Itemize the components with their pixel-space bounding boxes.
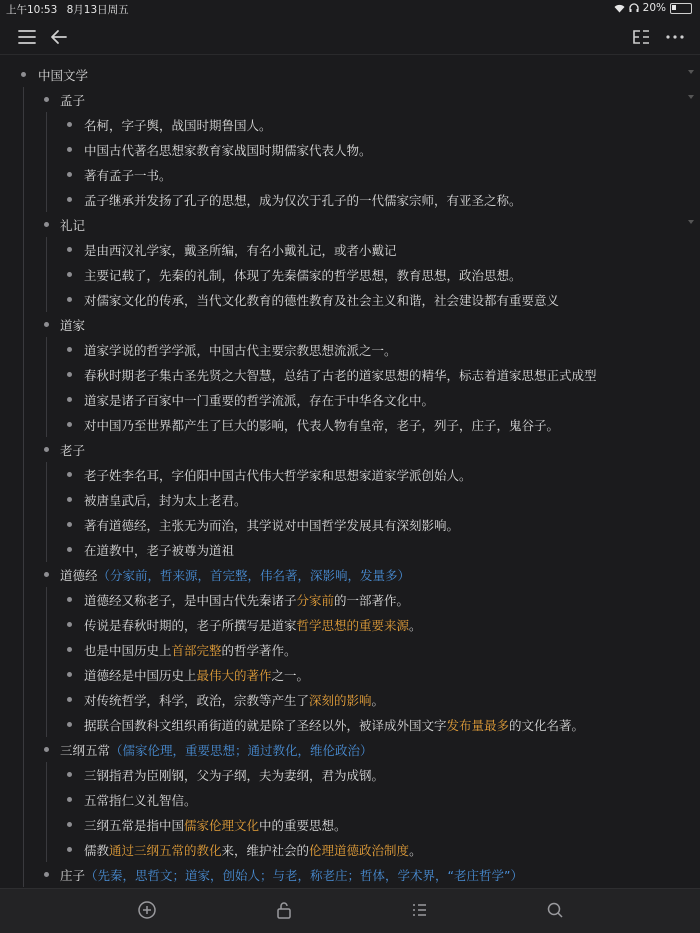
row-text <box>84 341 397 359</box>
section-title: 道家 <box>60 318 86 333</box>
item-text: 道家学说的哲学学派，中国古代主要宗教思想流派之一。 <box>84 343 397 358</box>
wifi-icon <box>614 4 625 13</box>
item-text: 据联合国教科文组织甬街道的就是除了圣经以外，被译成外国文字 <box>84 718 447 733</box>
row-text <box>84 641 297 659</box>
row-text <box>60 216 85 234</box>
outline-item[interactable] <box>0 587 700 612</box>
row-text <box>84 841 422 859</box>
outline-item[interactable] <box>0 837 700 862</box>
bullet-icon[interactable] <box>67 147 72 152</box>
bullet-icon[interactable] <box>67 822 72 827</box>
guide-line <box>46 587 47 737</box>
item-text: 传说是春秋时期的，老子所撰写是道家 <box>84 618 297 633</box>
section-title: 道德经 <box>60 568 98 583</box>
item-text: 中国古代著名思想家教育家战国时期儒家代表人物。 <box>84 143 372 158</box>
bullet-icon[interactable] <box>44 747 49 752</box>
row-text <box>84 166 172 184</box>
outline-item[interactable] <box>0 387 700 412</box>
item-text: 被唐皇武后，封为太上老君。 <box>84 493 247 508</box>
row-text <box>84 416 559 434</box>
section-note: （先秦，思哲文；道家，创始人；与老，称老庄；哲体，学术界，“老庄哲学”） <box>85 868 523 883</box>
row-text <box>84 491 247 509</box>
row-text <box>84 591 409 609</box>
outline-item[interactable] <box>0 262 700 287</box>
section-title: 老子 <box>60 443 86 458</box>
outline-item[interactable] <box>0 237 700 262</box>
bullet-icon[interactable] <box>67 772 72 777</box>
outline-item[interactable] <box>0 712 700 737</box>
item-text: 是由西汉礼学家，戴圣所编，有名小戴礼记，或者小戴记 <box>84 243 397 258</box>
bullet-icon[interactable] <box>44 97 49 102</box>
bullet-icon[interactable] <box>67 397 72 402</box>
outline-item[interactable] <box>0 812 700 837</box>
outline-item[interactable] <box>0 662 700 687</box>
bullet-icon[interactable] <box>67 622 72 627</box>
outline-root[interactable] <box>0 62 700 87</box>
collapse-caret-icon[interactable] <box>688 220 694 224</box>
bullet-icon[interactable] <box>67 847 72 852</box>
outline-item[interactable] <box>0 287 700 312</box>
item-text: 之一。 <box>271 668 310 683</box>
bullet-icon[interactable] <box>67 647 72 652</box>
item-text: 五常指仁义礼智信。 <box>84 793 197 808</box>
bullet-icon[interactable] <box>67 797 72 802</box>
item-text: 对传统哲学，科学，政治，宗教等产生了 <box>84 693 310 708</box>
outline-item[interactable] <box>0 487 700 512</box>
row-text <box>84 816 347 834</box>
item-text: 。 <box>371 693 385 708</box>
bullet-icon[interactable] <box>67 422 72 427</box>
guide-line <box>46 112 47 212</box>
bullet-icon[interactable] <box>67 597 72 602</box>
item-text: 著有孟子一书。 <box>84 168 172 183</box>
guide-line <box>46 462 47 562</box>
outline-section[interactable] <box>0 87 700 112</box>
highlight-text: 哲学思想的重要来源 <box>296 618 410 633</box>
outline-section[interactable] <box>0 312 700 337</box>
item-text: 道德经又称老子，是中国古代先秦诸子 <box>84 593 297 608</box>
section-note: （分家前，哲来源，首完整，伟名著，深影响，发量多） <box>97 568 411 583</box>
status-bar <box>0 0 700 18</box>
section-title: 庄子 <box>60 868 86 883</box>
highlight-text: 通过三纲五常的教化 <box>109 843 222 858</box>
highlight-text: 伦理道德政治制度 <box>309 843 410 858</box>
collapse-caret-icon[interactable] <box>688 70 694 74</box>
outline-item[interactable] <box>0 337 700 362</box>
item-text: 老子姓李名耳，字伯阳中国古代伟大哲学家和思想家道家学派创始人。 <box>84 468 472 483</box>
status-time: 上午10:53 <box>6 4 58 16</box>
item-text: 孟子继承并发扬了孔子的思想，成为仅次于孔子的一代儒家宗师，有亚圣之称。 <box>84 193 522 208</box>
status-date: 8月13日周五 <box>66 4 129 16</box>
outline-item[interactable] <box>0 762 700 787</box>
outline-section[interactable] <box>0 862 700 887</box>
item-text: 。 <box>409 618 422 633</box>
guide-line <box>46 337 47 437</box>
row-text <box>84 691 384 709</box>
outline-item[interactable] <box>0 362 700 387</box>
row-text <box>84 716 584 734</box>
row-text <box>84 391 434 409</box>
item-text: 春秋时期老子集古圣先贤之大智慧，总结了古老的道家思想的精华，标志着道家思想正式成型 <box>84 368 597 383</box>
highlight-text: 儒家伦理文化 <box>184 818 260 833</box>
outline-section[interactable] <box>0 437 700 462</box>
outline-section[interactable] <box>0 562 700 587</box>
bullet-icon[interactable] <box>67 247 72 252</box>
search-icon[interactable] <box>544 899 566 921</box>
bullet-icon[interactable] <box>67 172 72 177</box>
highlight-text: 分家前 <box>296 593 335 608</box>
item-text: 来，维护社会的 <box>221 843 310 858</box>
bullet-icon[interactable] <box>67 547 72 552</box>
outline-item[interactable] <box>0 687 700 712</box>
row-text <box>84 791 197 809</box>
bullet-icon[interactable] <box>67 197 72 202</box>
bullet-icon[interactable] <box>44 872 49 877</box>
item-text: 对儒家文化的传承，当代文化教育的德性教育及社会主义和谐，社会建设都有重要意义 <box>84 293 560 308</box>
top-toolbar <box>0 20 700 54</box>
outline-item[interactable] <box>0 512 700 537</box>
item-text: 道家是诸子百家中一门重要的哲学流派，存在于中华各文化中。 <box>84 393 435 408</box>
outline-item[interactable] <box>0 462 700 487</box>
row-text <box>60 741 373 759</box>
row-text <box>84 516 459 534</box>
row-text <box>84 141 372 159</box>
section-title: 孟子 <box>60 93 86 108</box>
outline-item[interactable] <box>0 137 700 162</box>
back-arrow-icon[interactable] <box>46 24 72 50</box>
outline-item[interactable] <box>0 637 700 662</box>
bullet-icon[interactable] <box>67 672 72 677</box>
row-text <box>84 191 522 209</box>
bullet-icon[interactable] <box>67 297 72 302</box>
add-circle-icon[interactable] <box>136 899 158 921</box>
bottom-toolbar <box>0 888 700 933</box>
outline-item[interactable] <box>0 162 700 187</box>
row-text <box>38 66 88 84</box>
toolbar-divider <box>0 54 700 55</box>
row-text <box>60 566 410 584</box>
row-text <box>84 266 522 284</box>
list-icon[interactable] <box>408 899 430 921</box>
item-text: 。 <box>409 843 422 858</box>
outline-item[interactable] <box>0 112 700 137</box>
item-text: 也是中国历史上 <box>84 643 172 658</box>
more-icon[interactable] <box>662 24 688 50</box>
bullet-icon[interactable] <box>67 697 72 702</box>
row-text <box>84 366 597 384</box>
battery-icon <box>670 3 692 14</box>
item-text: 的文化名著。 <box>509 718 585 733</box>
row-text <box>84 666 309 684</box>
bullet-icon[interactable] <box>67 722 72 727</box>
bullet-icon[interactable] <box>44 222 49 227</box>
section-title: 礼记 <box>60 218 86 233</box>
item-text: 儒教 <box>84 843 110 858</box>
section-title: 三纲五常 <box>60 743 111 758</box>
item-text: 名柯，字子舆，战国时期鲁国人。 <box>84 118 272 133</box>
row-text <box>84 466 472 484</box>
row-text <box>84 766 384 784</box>
outline-view-icon[interactable] <box>628 24 654 50</box>
battery-percent: 20% <box>642 2 666 14</box>
item-text: 在道教中，老子被尊为道祖 <box>84 543 235 558</box>
headphones-icon <box>629 3 639 13</box>
item-text: 主要记载了，先秦的礼制，体现了先秦儒家的哲学思想，教育思想，政治思想。 <box>84 268 522 283</box>
outline-item[interactable] <box>0 537 700 562</box>
outline-section[interactable] <box>0 737 700 762</box>
highlight-text: 深刻的影响 <box>309 693 372 708</box>
row-text <box>84 116 272 134</box>
outline-item[interactable] <box>0 612 700 637</box>
bullet-icon[interactable] <box>67 522 72 527</box>
highlight-text: 发布量最多 <box>446 718 510 733</box>
row-text <box>84 241 397 259</box>
outline-item[interactable] <box>0 187 700 212</box>
highlight-text: 最伟大的著作 <box>196 668 272 683</box>
status-time-date <box>6 2 129 17</box>
item-text: 对中国乃至世界都产生了巨大的影响，代表人物有皇帝，老子，列子，庄子，鬼谷子。 <box>84 418 560 433</box>
root-title: 中国文学 <box>38 68 89 83</box>
row-text <box>60 316 85 334</box>
bullet-icon[interactable] <box>44 572 49 577</box>
status-right <box>614 2 692 14</box>
guide-line <box>23 87 24 887</box>
highlight-text: 首部完整 <box>171 643 222 658</box>
bullet-icon[interactable] <box>67 472 72 477</box>
item-text: 的一部著作。 <box>334 593 410 608</box>
row-text <box>60 91 85 109</box>
item-text: 著有道德经，主张无为而治，其学说对中国哲学发展具有深刻影响。 <box>84 518 460 533</box>
item-text: 的哲学著作。 <box>221 643 297 658</box>
bullet-icon[interactable] <box>67 372 72 377</box>
guide-line <box>46 237 47 312</box>
item-text: 三钢指君为臣刚钢，父为子纲，夫为妻纲，君为成钢。 <box>84 768 385 783</box>
bullet-icon[interactable] <box>67 122 72 127</box>
row-text <box>84 291 559 309</box>
outline-item[interactable] <box>0 412 700 437</box>
row-text <box>84 616 422 634</box>
bullet-icon[interactable] <box>44 447 49 452</box>
bullet-icon[interactable] <box>67 497 72 502</box>
section-note: （儒家伦理，重要思想；通过教化，维伦政治） <box>110 743 373 758</box>
bullet-icon[interactable] <box>44 322 49 327</box>
collapse-caret-icon[interactable] <box>688 95 694 99</box>
outline-item[interactable] <box>0 787 700 812</box>
item-text: 中的重要思想。 <box>259 818 347 833</box>
row-text <box>60 441 85 459</box>
row-text <box>60 866 523 884</box>
outline-document <box>0 62 700 888</box>
outline-section[interactable] <box>0 212 700 237</box>
unlock-icon[interactable] <box>273 899 295 921</box>
menu-icon[interactable] <box>14 24 40 50</box>
row-text <box>84 541 234 559</box>
bullet-icon[interactable] <box>67 347 72 352</box>
bullet-icon[interactable] <box>21 72 26 77</box>
guide-line <box>46 762 47 862</box>
item-text: 道德经是中国历史上 <box>84 668 197 683</box>
item-text: 三纲五常是指中国 <box>84 818 185 833</box>
bullet-icon[interactable] <box>67 272 72 277</box>
